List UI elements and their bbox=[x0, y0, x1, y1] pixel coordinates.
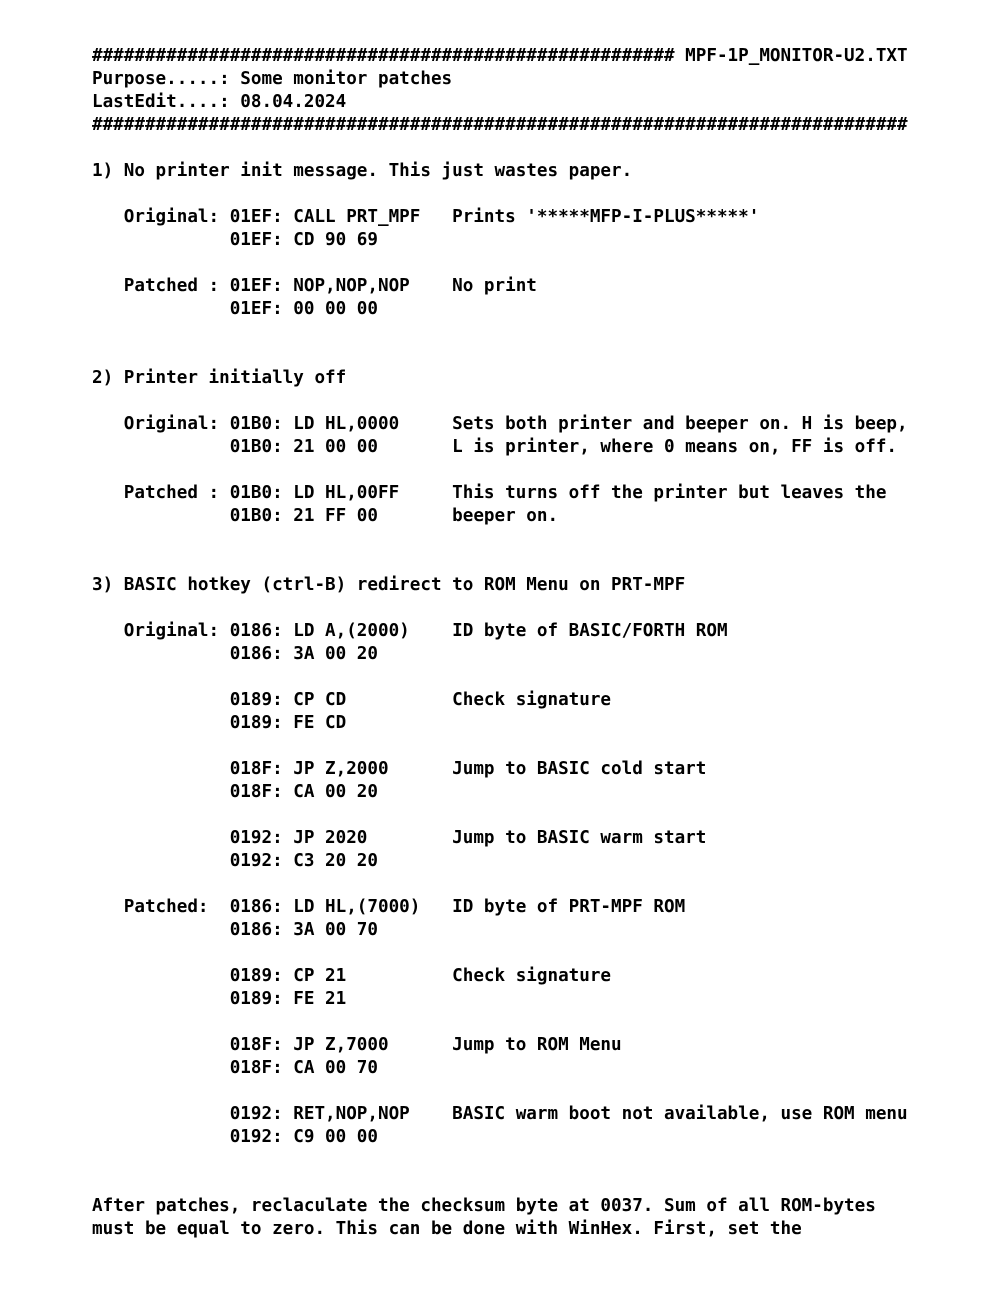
blank-line bbox=[92, 597, 908, 620]
section-1-patched-asm: Patched : 01EF: NOP,NOP,NOP No print bbox=[92, 276, 537, 296]
section-3-patched-asm: 0189: CP 21 Check signature bbox=[92, 966, 612, 986]
section-2-patched-hex: 01B0: 21 FF 00 beeper on. bbox=[92, 506, 559, 526]
section-1-original-hex: 01EF: CD 90 69 bbox=[92, 230, 378, 250]
section-3-original-hex: 0186: 3A 00 20 bbox=[92, 644, 378, 664]
lastedit-line: LastEdit....: 08.04.2024 bbox=[92, 92, 347, 112]
section-3-original-hex: 0189: FE CD bbox=[92, 713, 347, 733]
section-2-original-hex: 01B0: 21 00 00 L is printer, where 0 means on, FF is off. bbox=[92, 437, 898, 457]
section-3-original-hex: 018F: CA 00 20 bbox=[92, 782, 378, 802]
blank-line bbox=[92, 390, 908, 413]
section-1-original-asm: Original: 01EF: CALL PRT_MPF Prints '*****MFP-I-PLUS*****' bbox=[92, 207, 760, 227]
section-2-original-asm: Original: 01B0: LD HL,0000 Sets both printer and beeper on. H is beep, bbox=[92, 414, 908, 434]
section-3-original-asm: 018F: JP Z,2000 Jump to BASIC cold start bbox=[92, 759, 707, 779]
section-3-patched-asm: 018F: JP Z,7000 Jump to ROM Menu bbox=[92, 1035, 622, 1055]
text-document bbox=[92, 45, 908, 1241]
blank-line bbox=[92, 942, 908, 965]
section-2-heading: 2) Printer initially off bbox=[92, 368, 347, 388]
blank-line bbox=[92, 183, 908, 206]
blank-line bbox=[92, 528, 908, 551]
section-3-patched-asm: 0192: RET,NOP,NOP BASIC warm boot not available, use ROM menu bbox=[92, 1104, 908, 1124]
purpose-line: Purpose.....: Some monitor patches bbox=[92, 69, 453, 89]
section-1-patched-hex: 01EF: 00 00 00 bbox=[92, 299, 378, 319]
section-3-original-asm: 0192: JP 2020 Jump to BASIC warm start bbox=[92, 828, 707, 848]
checksum-note-line-2: must be equal to zero. This can be done with WinHex. First, set the bbox=[92, 1219, 802, 1239]
section-3-patched-hex: 0186: 3A 00 70 bbox=[92, 920, 378, 940]
section-3-patched-hex: 018F: CA 00 70 bbox=[92, 1058, 378, 1078]
blank-line bbox=[92, 252, 908, 275]
section-1-heading: 1) No printer init message. This just wastes paper. bbox=[92, 161, 633, 181]
blank-line bbox=[92, 1080, 908, 1103]
section-3-original-asm: 0189: CP CD Check signature bbox=[92, 690, 612, 710]
blank-line bbox=[92, 1149, 908, 1172]
section-3-original-asm: Original: 0186: LD A,(2000) ID byte of BASIC/FORTH ROM bbox=[92, 621, 728, 641]
section-3-patched-hex: 0192: C9 00 00 bbox=[92, 1127, 378, 1147]
section-3-patched-asm: Patched: 0186: LD HL,(7000) ID byte of PRT-MPF ROM bbox=[92, 897, 686, 917]
blank-line bbox=[92, 1011, 908, 1034]
header-rule-title: ####################################################### MPF-1P_MONITOR-U2.TXT bbox=[92, 46, 908, 66]
blank-line bbox=[92, 551, 908, 574]
blank-line bbox=[92, 1172, 908, 1195]
blank-line bbox=[92, 459, 908, 482]
blank-line bbox=[92, 344, 908, 367]
section-3-heading: 3) BASIC hotkey (ctrl-B) redirect to ROM Menu on PRT-MPF bbox=[92, 575, 686, 595]
header-rule: ############################################################################# bbox=[92, 115, 908, 135]
section-3-original-hex: 0192: C3 20 20 bbox=[92, 851, 378, 871]
blank-line bbox=[92, 321, 908, 344]
checksum-note-line-1: After patches, reclaculate the checksum byte at 0037. Sum of all ROM-bytes bbox=[92, 1196, 876, 1216]
blank-line bbox=[92, 735, 908, 758]
section-2-patched-asm: Patched : 01B0: LD HL,00FF This turns off the printer but leaves the bbox=[92, 483, 887, 503]
section-3-patched-hex: 0189: FE 21 bbox=[92, 989, 347, 1009]
blank-line bbox=[92, 137, 908, 160]
blank-line bbox=[92, 804, 908, 827]
blank-line bbox=[92, 666, 908, 689]
blank-line bbox=[92, 873, 908, 896]
